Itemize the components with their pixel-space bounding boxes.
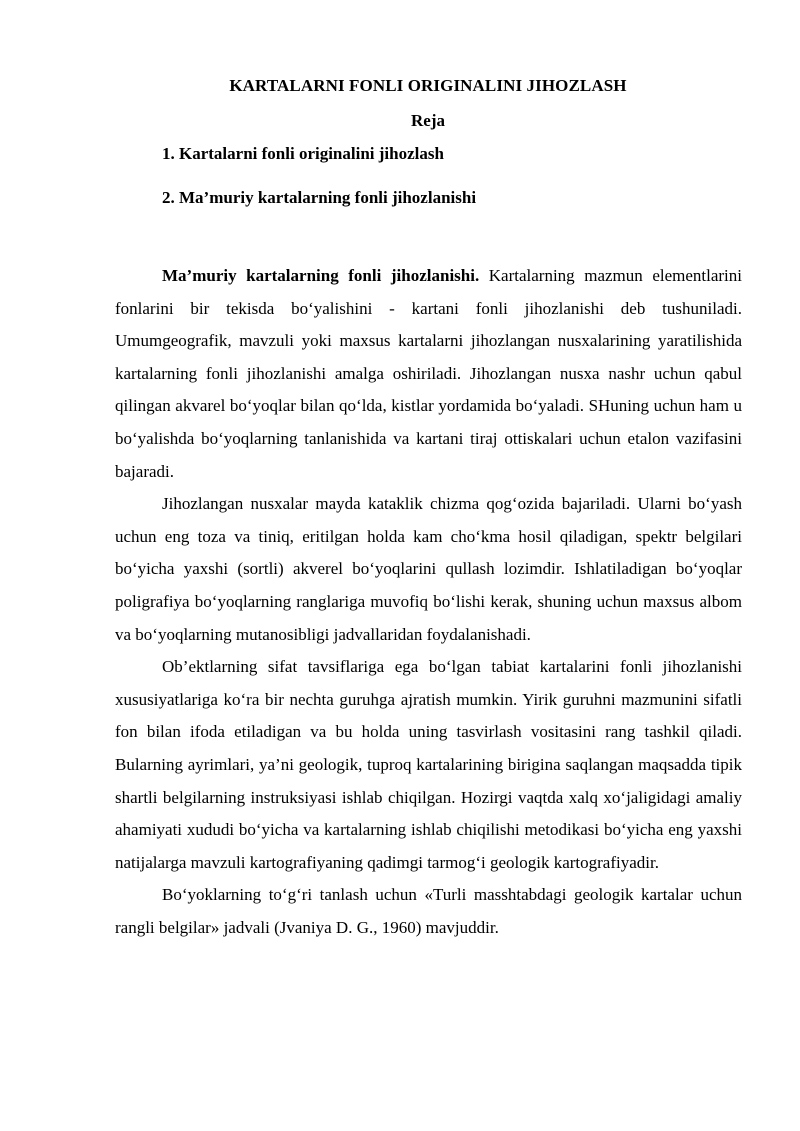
- paragraph-text: Kartalarning mazmun elementlarini fonlarini bir tekisda bo‘yalishini - kartani fonli jihozlanishi deb tushuniladi. Umumgeografik, mavzuli yoki maxsus kartalarni jihozlangan nusxalarining yaratilishida kartalarning fonli jihozlanishi amalga oshiriladi. Jihozlangan nusxa nashr uchun qabul qilingan akvarel bo‘yoqlar bilan qo‘lda, kistlar yordamida bo‘yaladi. SHuning uchun ham u bo‘yalishda bo‘yoqlarning tanlanishida va kartani tiraj ottiskalari uchun etalon vazifasini bajaradi.: [115, 266, 743, 481]
- plan-item: 1. Kartalarni fonli originalini jihozlash: [162, 144, 444, 163]
- paragraph-text: Ob’ektlarning sifat tavsiflariga ega bo‘lgan tabiat kartalarini fonli jihozlanishi xususiyatlariga ko‘ra bir nechta guruhga ajratish mumkin. Yirik guruhni mazmunini sifatli fon bilan ifoda etiladigan va bu holda uning tasvirlash vositasini rang tashkil qiladi. Bularning ayrimlari, ya’ni geologik, tuproq kartalarining birigina saqlangan maqsadda tipik shartli belgilarning instruksiyasi ishlab chiqilgan. Hozirgi vaqtda xalq xo‘jaligidagi amaliy ahamiyati xududi bo‘yicha va kartalarning ishlab chiqilishi metodikasi bo‘yicha eng yaxshi natijalarga mavzuli kartografiyaning qadimgi tarmog‘i geologik kartografiyadir.: [115, 657, 742, 872]
- body-text: [115, 260, 742, 944]
- page-title: KARTALARNI FONLI ORIGINALINI JIHOZLASH: [229, 76, 627, 95]
- paragraph: [115, 488, 742, 651]
- paragraph: [115, 651, 742, 879]
- paragraph: [115, 879, 742, 944]
- paragraph-text: Bo‘yoklarning to‘g‘ri tanlash uchun «Turli masshtabdagi geologik kartalar uchun rangli belgilar» jadvali (Jvaniya D. G., 1960) mavjuddir.: [115, 885, 742, 937]
- paragraph-text: Jihozlangan nusxalar mayda kataklik chizma qog‘ozida bajariladi. Ularni bo‘yash uchun eng toza va tiniq, eritilgan holda kam cho‘kma hosil qiladigan, spektr belgilari bo‘yicha yaxshi (sortli) akverel bo‘yoqlarini qullash lozimdir. Ishlatiladigan bo‘yoqlar poligrafiya bo‘yoqlarning ranglariga muvofiq bo‘lishi kerak, shuning uchun maxsus albom va bo‘yoqlarning mutanosibligi jadvallaridan foydalanishadi.: [115, 494, 742, 644]
- paragraph: [115, 260, 742, 488]
- paragraph-lead: Ma’muriy kartalarning fonli jihozlanishi.: [162, 266, 480, 285]
- page-subtitle: Reja: [411, 111, 445, 130]
- plan-item: 2. Ma’muriy kartalarning fonli jihozlanishi: [162, 188, 477, 207]
